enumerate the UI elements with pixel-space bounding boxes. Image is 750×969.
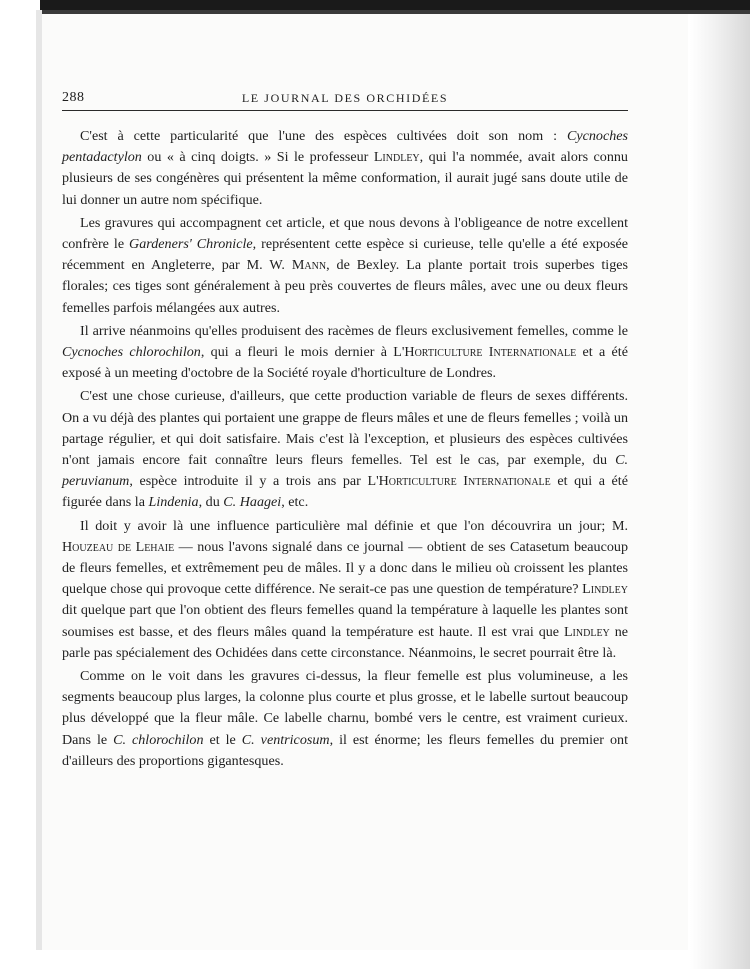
italic-term: C. peruvianum [62, 452, 628, 490]
paragraph [62, 321, 628, 385]
italic-term: C. chlorochilon [113, 731, 204, 748]
book-gutter-shadow [690, 14, 750, 969]
italic-term: Lindenia [148, 494, 199, 511]
text-run: , qui l'a nommée, avait alors connu plusieurs de ses congénères qui présentent la même conformation, il aurait jugé sans doute utile de lui donner un autre nom spécifique. [62, 149, 628, 208]
paragraph [62, 666, 628, 772]
italic-term: Gardeners' Chronicle [129, 236, 253, 253]
running-title: LE JOURNAL DES ORCHIDÉES [241, 91, 449, 105]
text-run: dit quelque part que l'on obtient des fleurs femelles quand la température à laquelle les plantes sont soumises est basse, et des fleurs mâles quand la température est haute. Il est vrai que [62, 602, 628, 640]
small-caps-name: Horticulture Internationale [404, 344, 577, 361]
italic-term: Cycnoches chlorochilon [62, 344, 201, 361]
text-run: , etc. [281, 494, 309, 511]
page-number: 288 [62, 90, 85, 105]
text-run: et a été exposé à un meeting d'octobre de la Société royale d'horticulture de Londres. [62, 344, 628, 382]
text-run: C'est une chose curieuse, d'ailleurs, que cette production variable de fleurs de sexes différents. On a vu déjà des plantes qui portaient une grappe de fleurs mâles et une de fleurs femelles ; voilà un partage régulier, et qui doit satisfaire. Mais c'est là l'exception, et plusieurs des espèces cultivées n'ont jamais encore fait connaître leurs fleurs femelles. Tel est le cas, par exemple, du [62, 388, 628, 469]
small-caps-name: Lindley [563, 623, 610, 640]
paragraph [62, 213, 628, 319]
paragraph [62, 386, 628, 513]
text-run: Comme on le voit dans les gravures ci-dessus, la fleur femelle est plus volumineuse, a les segments beaucoup plus larges, la colonne plus courte et plus grosse, et le labelle surtout beaucoup plus développé que la fleur mâle. Ce labelle charnu, bombé vers le centre, est vraiment curieux. Dans le [62, 668, 628, 748]
text-run: Il arrive néanmoins qu'elles produisent des racèmes de fleurs exclusivement femelles, comme le [80, 322, 628, 339]
paragraph [62, 516, 628, 664]
small-caps-name: Lindley [373, 149, 420, 166]
text-run: , représentent cette espèce si curieuse, telle qu'elle a été exposée récemment en Angleterre, par M. W. [62, 236, 628, 274]
article-body [62, 126, 628, 774]
running-header [62, 88, 628, 111]
small-caps-name: Horticulture Internationale [378, 473, 551, 490]
text-run: — nous l'avons signalé dans ce journal — obtient de ses Catasetum beaucoup de fleurs femelles, et extrêmement peu de mâles. Il y a donc dans le milieu où croissent les plantes quelque chose qui provoque cette différence. Ne serait-ce pas une question de température? [62, 538, 628, 598]
small-caps-name: Mann [291, 257, 327, 274]
text-run: ne parle pas spécialement des Ochidées dans cette circonstance. Néanmoins, le secret pourrait être là. [62, 623, 628, 661]
paragraph [62, 126, 628, 211]
text-run: Les gravures qui accompagnent cet article, et que nous devons à l'obligeance de notre excellent confrère le [62, 214, 628, 253]
text-run: et le [203, 731, 242, 748]
text-run: C'est à cette particularité que l'une des espèces cultivées doit son nom : [80, 128, 567, 144]
text-run: et qui a été figurée dans la [62, 473, 628, 511]
italic-term: Cycnoches pentadactylon [62, 128, 628, 166]
text-run: , il est énorme; les fleurs femelles du premier ont d'ailleurs des proportions gigantesques. [62, 731, 628, 769]
italic-term: C. Haagei [223, 494, 282, 511]
text-run: , de Bexley. La plante portait trois superbes tiges florales; ces tiges sont généralement à peu près couvertes de fleurs mâles, avec une ou deux fleurs femelles parfois mélangées aux autres. [62, 257, 628, 316]
text-run: Il doit y avoir là une influence particulière mal définie et que l'on découvrira un jour; M. [80, 517, 628, 534]
text-run: , qui a fleuri le mois dernier à L' [200, 344, 405, 361]
text-run: ou « à cinq doigts. » Si le professeur [141, 149, 374, 166]
text-run: , du [198, 494, 224, 511]
small-caps-name: Lindley [582, 581, 628, 598]
italic-term: C. ventricosum [241, 731, 330, 748]
small-caps-name: Houzeau de Lehaie [62, 538, 175, 555]
text-run: , espèce introduite il y a trois ans par L' [129, 473, 379, 490]
